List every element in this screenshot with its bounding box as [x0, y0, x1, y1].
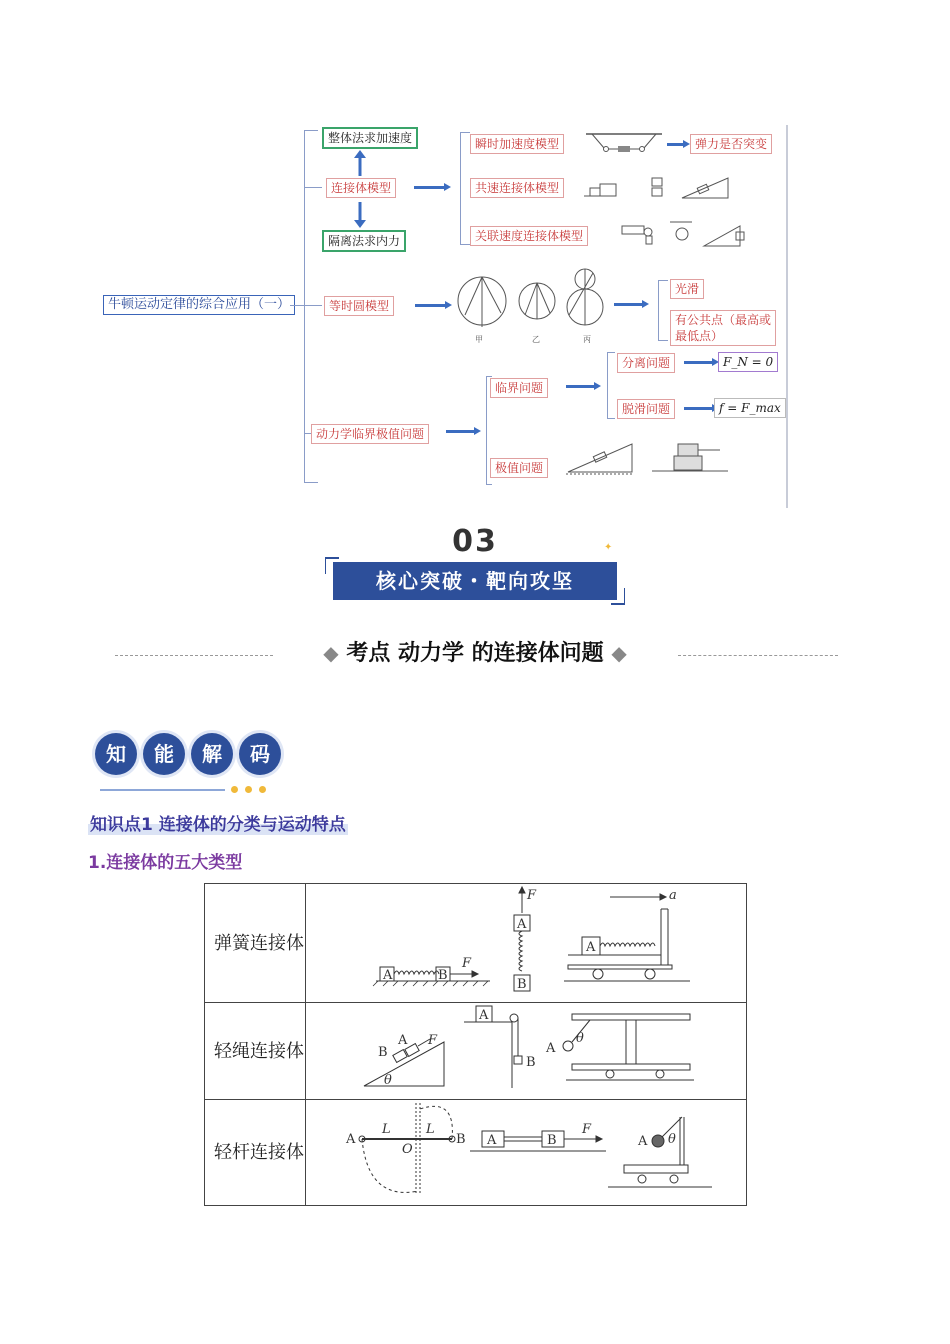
svg-text:F: F [527, 887, 537, 903]
svg-text:F: F [582, 1121, 592, 1137]
figure-label: 甲 [475, 335, 483, 344]
bracket-tick [304, 482, 318, 483]
bracket-tick [658, 280, 668, 281]
decorative-dot [231, 786, 238, 793]
svg-text:A: A [487, 1132, 497, 1148]
row-label: 轻杆连接体 [205, 1100, 306, 1206]
keypoint-title [0, 636, 950, 667]
svg-text:θ: θ [384, 1072, 392, 1088]
bracket-tick [460, 132, 470, 133]
svg-text:F: F [428, 1032, 438, 1048]
up-arrow [354, 150, 366, 180]
pulley-figures [620, 220, 750, 252]
diamond-icon: ◆ [323, 641, 339, 665]
connector-model-node: 连接体模型 [326, 178, 396, 198]
connector-types-table [204, 883, 747, 1206]
svg-text:θ: θ [668, 1131, 676, 1147]
slip-node: 脱滑问题 [617, 399, 675, 419]
knowledge-heading [88, 810, 348, 835]
bracket [460, 132, 461, 244]
table-row [205, 1003, 747, 1100]
spring-figures [306, 884, 747, 1003]
figure-label: 丙 [583, 335, 591, 344]
decorative-dot [259, 786, 266, 793]
knowledge-heading-text: 知识点1 连接体的分类与运动特点 [90, 815, 346, 835]
root-node: 牛顿运动定律的综合应用（一） [103, 295, 295, 315]
badge-neng: 能 [143, 733, 185, 775]
bracket [486, 376, 487, 484]
svg-text:A: A [383, 967, 393, 983]
spring-rope-figure [584, 130, 664, 164]
arrow-right [614, 303, 642, 306]
bracket-tick [607, 418, 615, 419]
svg-text:O: O [402, 1141, 413, 1157]
figure-label: 乙 [532, 335, 540, 344]
bracket-tick [304, 305, 322, 306]
rod-figures [306, 1100, 747, 1206]
elastic-change-node: 弹力是否突变 [690, 134, 772, 154]
svg-text:a: a [669, 887, 677, 903]
svg-text:B: B [517, 976, 527, 992]
bracket-tick [486, 376, 492, 377]
svg-text:θ: θ [576, 1030, 584, 1046]
sub-heading: 1.连接体的五大类型 [88, 853, 243, 873]
arrow-right [415, 304, 445, 307]
decorative-dot [245, 786, 252, 793]
extreme-node: 极值问题 [490, 458, 548, 478]
svg-text:B: B [378, 1044, 388, 1060]
arrow-right [684, 407, 712, 410]
root-connector [290, 305, 304, 306]
smooth-node: 光滑 [670, 279, 704, 299]
rope-figures [306, 1003, 747, 1100]
common-speed-node: 共速连接体模型 [470, 178, 564, 198]
arrow-right [446, 430, 474, 433]
bracket-tick [607, 352, 615, 353]
row-label: 轻绳连接体 [205, 1003, 306, 1100]
common-speed-figures [582, 174, 732, 204]
row-label: 弹簧连接体 [205, 884, 306, 1003]
mind-map [0, 0, 950, 520]
whole-method-node: 整体法求加速度 [322, 127, 418, 149]
section-banner: 核心突破・靶向攻坚 [333, 562, 617, 600]
root-bracket [304, 130, 305, 482]
bracket [658, 280, 659, 340]
isochronous-circle-node: 等时圆模型 [324, 296, 394, 316]
sparkle-icon: ✦ [604, 542, 613, 553]
separation-condition: F_N = 0 [718, 352, 778, 372]
svg-text:L: L [426, 1121, 435, 1137]
svg-text:A: A [479, 1007, 489, 1023]
table-row [205, 884, 747, 1003]
right-rule [786, 125, 788, 508]
arrow-right [684, 361, 712, 364]
decorative-line [100, 789, 225, 791]
svg-text:A: A [638, 1133, 648, 1149]
separation-node: 分离问题 [617, 353, 675, 373]
badge-zhi: 知 [95, 733, 137, 775]
bracket-tick [486, 484, 492, 485]
section-number: 03 [452, 524, 498, 559]
arrow-right [414, 186, 444, 189]
instant-accel-node: 瞬时加速度模型 [470, 134, 564, 154]
svg-text:A: A [586, 939, 596, 955]
svg-text:B: B [456, 1131, 466, 1147]
diamond-icon: ◆ [611, 641, 627, 665]
svg-text:B: B [547, 1132, 557, 1148]
table-row [205, 1100, 747, 1206]
incline-figure [564, 440, 636, 480]
svg-text:A: A [517, 916, 527, 932]
svg-text:F: F [462, 955, 472, 971]
svg-text:A: A [546, 1040, 556, 1056]
badge-jie: 解 [191, 733, 233, 775]
arrow-right [667, 143, 683, 146]
svg-text:A: A [398, 1032, 408, 1048]
critical-node: 临界问题 [490, 378, 548, 398]
svg-text:B: B [526, 1054, 536, 1070]
bracket-tick [304, 187, 322, 188]
svg-text:B: B [438, 967, 448, 983]
slip-condition: f = F_max [714, 398, 786, 418]
svg-text:A: A [346, 1131, 356, 1147]
keypoint-title-text: 考点 动力学 的连接体问题 [346, 641, 604, 666]
stacked-blocks-figure [650, 440, 730, 480]
common-point-node: 有公共点（最高或最低点） [670, 310, 776, 346]
bracket-tick [658, 340, 668, 341]
isolation-method-node: 隔离法求内力 [322, 230, 406, 252]
badge-ma: 码 [239, 733, 281, 775]
bracket [607, 352, 608, 418]
critical-extreme-node: 动力学临界极值问题 [311, 424, 429, 444]
svg-text:L: L [382, 1121, 391, 1137]
arrow-right [566, 385, 594, 388]
down-arrow [354, 202, 366, 232]
related-speed-node: 关联速度连接体模型 [470, 226, 588, 246]
bracket-tick [460, 244, 470, 245]
bracket-tick [304, 130, 318, 131]
